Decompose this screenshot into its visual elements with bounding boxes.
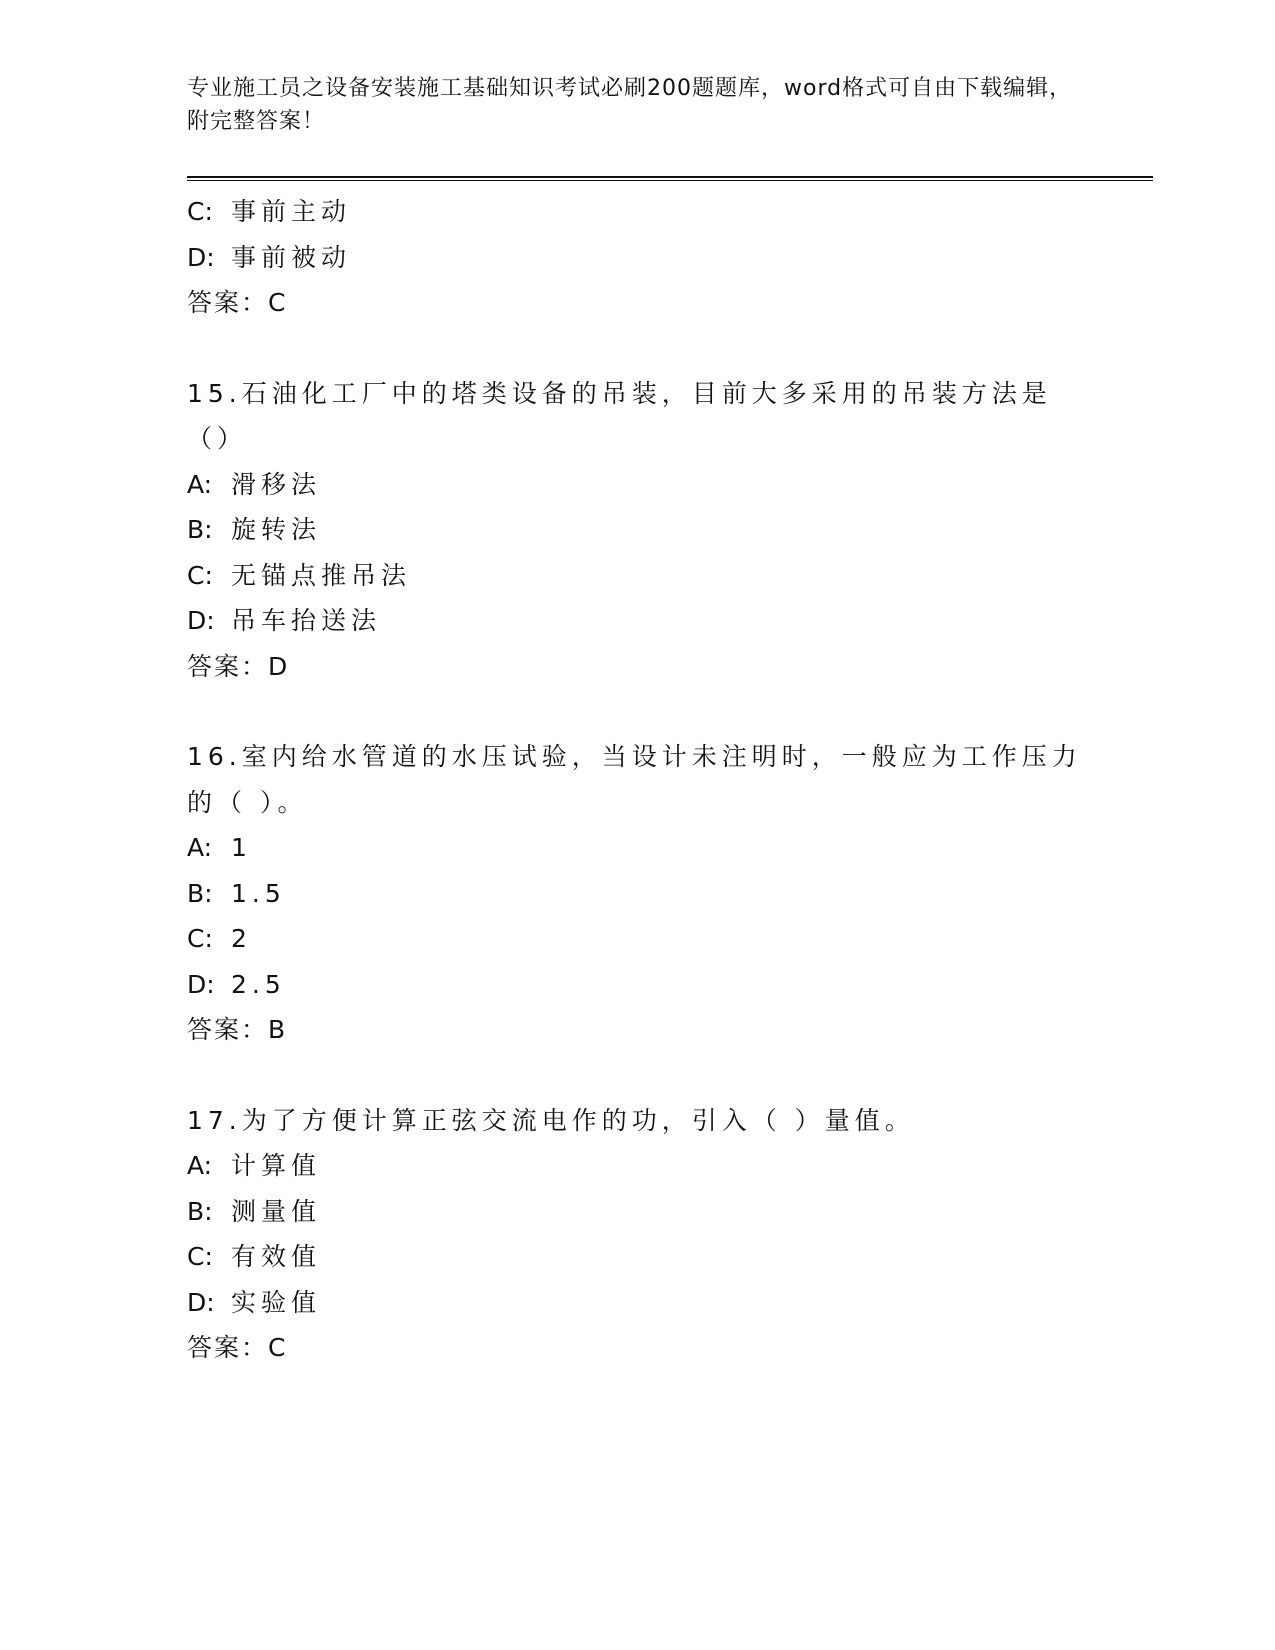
- question-stem: 16.室内给水管道的水压试验，当设计未注明时，一般应为工作压力的（ ）。: [187, 742, 1082, 817]
- option-text: 旋转法: [231, 515, 322, 544]
- answer-line: [187, 1325, 1087, 1371]
- option-key: A:: [187, 1151, 213, 1180]
- question-stem: 17.为了方便计算正弦交流电作的功，引入（ ）量值。: [187, 1105, 915, 1135]
- option-text: 事前主动: [231, 197, 352, 226]
- question-stem: 15.石油化工厂中的塔类设备的吊装，目前大多采用的吊装方法是（）: [187, 378, 1052, 453]
- question-list: [187, 189, 1087, 1371]
- option-a: [187, 1143, 1087, 1189]
- answer-value: C: [268, 1333, 288, 1362]
- header-divider: [187, 176, 1153, 181]
- option-text: 1: [231, 833, 252, 862]
- option-key: A:: [187, 833, 213, 862]
- option-c: [187, 916, 1087, 962]
- option-text: 有效值: [231, 1242, 322, 1271]
- answer-line: [187, 1007, 1087, 1053]
- answer-label: 答案：: [187, 1015, 269, 1044]
- option-key: B:: [187, 515, 213, 544]
- option-d: [187, 1280, 1087, 1326]
- option-c: [187, 1234, 1087, 1280]
- option-key: D:: [187, 969, 215, 999]
- answer-label: 答案：: [187, 651, 269, 681]
- answer-value: D: [268, 651, 290, 681]
- option-text: 滑移法: [231, 469, 322, 499]
- option-text: 1.5: [231, 878, 286, 908]
- option-text: 2: [231, 924, 252, 953]
- option-text: 无锚点推吊法: [231, 560, 412, 590]
- option-text: 实验值: [231, 1287, 322, 1317]
- option-b: [187, 507, 1087, 553]
- option-d: [187, 598, 1087, 644]
- option-key: C:: [187, 560, 213, 590]
- option-b: [187, 1189, 1087, 1235]
- option-key: D:: [187, 242, 215, 272]
- option-key: B:: [187, 878, 213, 908]
- answer-value: B: [268, 1015, 288, 1044]
- option-key: B:: [187, 1196, 213, 1226]
- option-text: 2.5: [231, 969, 286, 999]
- question-17: [187, 1098, 1087, 1371]
- answer-line: [187, 644, 1087, 690]
- question-14-continuation: [187, 189, 1087, 326]
- answer-value: C: [268, 288, 288, 317]
- question-16: [187, 734, 1087, 1053]
- option-key: D:: [187, 606, 215, 635]
- option-c: [187, 553, 1087, 599]
- option-b: [187, 871, 1087, 917]
- option-key: C:: [187, 924, 213, 953]
- option-text: 吊车抬送法: [231, 606, 382, 635]
- option-key: C:: [187, 197, 213, 226]
- option-text: 计算值: [231, 1151, 322, 1180]
- option-key: A:: [187, 469, 213, 499]
- option-d: [187, 962, 1087, 1008]
- option-key: C:: [187, 1242, 213, 1271]
- option-text: 事前被动: [231, 242, 352, 272]
- option-key: D:: [187, 1287, 215, 1317]
- option-text: 测量值: [231, 1196, 322, 1226]
- answer-label: 答案：: [187, 1333, 269, 1362]
- option-d: [187, 235, 1087, 281]
- option-a: [187, 462, 1087, 508]
- option-c: [187, 189, 1087, 235]
- answer-line: [187, 280, 1087, 326]
- question-15: [187, 371, 1087, 690]
- answer-label: 答案：: [187, 288, 269, 317]
- option-a: [187, 825, 1087, 871]
- page-header: 专业施工员之设备安装施工基础知识考试必刷200题题库，word格式可自由下载编辑，附完整答案！: [187, 76, 1073, 134]
